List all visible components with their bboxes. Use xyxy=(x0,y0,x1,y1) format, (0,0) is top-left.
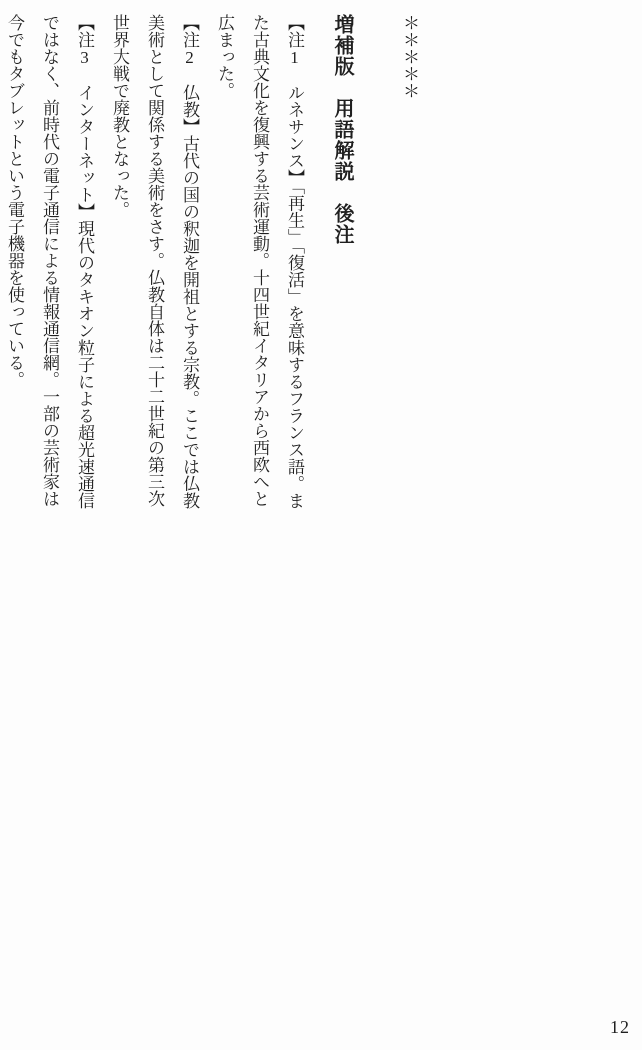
glossary-note-2: 【注2 仏教】古代の国の釈迦を開祖とする宗教。ここでは仏教美術として関係する美術をさす。仏教自体は二十二世紀の第三次世界大戦で廃教となった。 xyxy=(110,14,199,509)
glossary-note-1: 【注1 ルネサンス】「再生」「復活」を意味するフランス語。また古典文化を復興する芸術運動。十四世紀イタリアから西欧へと広まった。 xyxy=(215,14,304,509)
vertical-text-area xyxy=(0,14,628,522)
page-number: 12 xyxy=(610,1017,630,1037)
page-title: 増補版 用語解説 後注 xyxy=(331,14,353,245)
scene-separator: ＊＊＊＊＊ xyxy=(400,14,419,99)
glossary-note-3: 【注3 インターネット】現代のタキオン粒子による超光速通信ではなく、前時代の電子通信による情報通信網。一部の芸術家は今でもタブレットという電子機器を使っている。 xyxy=(5,14,94,509)
